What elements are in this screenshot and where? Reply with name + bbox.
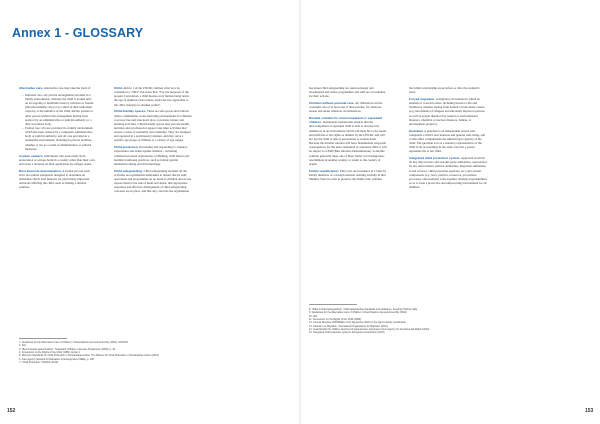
term-asylum-seekers: Asylum seekers.	[19, 153, 44, 158]
entry-best-interests	[19, 169, 95, 190]
term-child-protection: Child protection.	[114, 145, 139, 150]
definition-child-safeguarding: Child safeguarding includes all the activities an organisation undertakes to ensure that its staff, operations and programmes do no harm to children and do not expose them to the risk of harm and abuse; that appropriate responses and effective management of child safeguarding concerns are in place; and that any concerns the organisation	[114, 168, 192, 194]
entry-child-friendly-spaces	[114, 109, 192, 142]
definition-child-friendly-spaces: These are safe spaces and schools where communities create nurturing environments for children to access free and structured play, recreation, leisure and learning activities. Child-friendly spaces may provide health, nutrition and psychosocial support and other activities that restore a sense of normality and continuity. They are designed and operated in a participatory manner, and may serve a specific age group of children or a variety of age ranges.	[114, 109, 192, 143]
term-forced-migration: Forced migration.	[409, 96, 436, 101]
entry-alternative-care	[19, 86, 95, 90]
entry-continuation: has about child safeguarding are taken seriously and investigated and where programmes and staff are accountable for their actions.	[309, 86, 386, 99]
footnote: 4. Convention on the Rights of the Child (1989), Article 1	[19, 351, 80, 355]
definition-forced-migration: A migratory movement in which an element of coercion exists, including threats to life and livelihood, whether arising from natural or man-made causes (e.g. movements of refugees and internally displaced persons as well as people displaced by natural or environmental disasters, chemical or nuclear disasters, famine, or development projects).	[409, 96, 485, 126]
right-column-2	[409, 86, 487, 336]
entry-child-safeguarding	[114, 169, 192, 194]
footnote: 1. Guidelines for the Alternative Care of Children, United Nations General Assembly (2010): A/64/434	[19, 341, 128, 344]
page-number-left: 152	[7, 408, 16, 414]
right-page	[301, 0, 600, 424]
footnote: 8. "What is child safeguarding", Child safeguarding standards and guidelines, Keeping Children Safe	[309, 308, 418, 311]
definition-asylum-seekers: Individuals who seek safety from persecution or serious harm in a country other than their own and await a decision on their application for refugee status.	[19, 153, 95, 166]
footnote: 14. Guardianship for children deprived of parental care, European Union Agency for Fundamental Rights (2014)	[309, 328, 430, 332]
entry-guardian	[409, 129, 487, 154]
footnote: 13. Glossary on Migration, International Organization for Migration (2011)	[309, 324, 388, 328]
definition-guardian: A guardian is an independent person who safeguards a child's best interests and general well-being, and to this effect complements the limited legal capacity of the child. The guardian acts as a statutory representative of the child in all proceedings in the same way that a parent represents his or her child.	[409, 128, 486, 154]
entry-family-reunification	[309, 169, 387, 181]
right-column-1	[309, 86, 387, 266]
list-item: – Informal care: any private arrangement provided in a family environment, whereby the child is looked after on an ongoing or indefinite basis by relatives or friends (informal kinship care) or by others in their individual capacity, at the initiative of the child, his/her parents or other person without this arrangement having been ordered by an administrative or judicial authority or a duly accredited body.	[22, 93, 95, 126]
entry-child	[114, 86, 192, 107]
entry-asylum-seekers	[19, 154, 95, 166]
right-footnotes	[309, 308, 497, 335]
term-alternative-care: Alternative care.	[19, 86, 44, 90]
entry-durable-solution	[309, 116, 387, 166]
definition-best-interests: A formal process with strict procedural safeguards designed to determine an individual child's best interests for particularly important decisions affecting the child, such as finding a durable solution.	[19, 168, 90, 190]
page-number-right: 153	[585, 408, 594, 414]
alternative-care-list	[19, 93, 95, 151]
left-column-2	[114, 86, 192, 336]
list-item: – Formal care: all care provided in a family environment which has been ordered by a competent administrative body or judicial authority, and all care provided in a residential environment, including in private facilities, whether or not as a result of administrative or judicial measures.	[22, 126, 95, 151]
definition-family-reunification: Entry into and residence in a State by family members of a foreign national residing lawfully in that Member State in order to preserve the family unit, whether	[309, 168, 387, 181]
left-page	[0, 0, 299, 424]
term-child-friendly-spaces: Child-friendly spaces.	[114, 109, 147, 114]
term-durable-solution: Durable solution for unaccompanied or separated children.	[309, 116, 383, 125]
term-child-safeguarding: Child safeguarding.	[114, 168, 143, 173]
footnote: 2. Ibid.	[19, 344, 27, 348]
footnote: 9. Guidelines for the Alternative Care of Children, United Nations General Assembly (2010)	[309, 311, 407, 315]
page-title: Annex 1 - GLOSSARY	[12, 26, 144, 40]
footnote: 3. "Best interests determination", Separated Children in Europe Programme (2009), p. 19	[19, 347, 116, 351]
definition-child: Article 1 of the UNCRC defines what is to be considered a "child" and states that: "For the purposes of the present Convention, a child means every human being below the age of eighteen years unless, under the law applicable to the child, majority is attained earlier".	[114, 86, 190, 107]
term-guardian: Guardian.	[409, 128, 424, 133]
term-best-interests: Best interests determination.	[19, 168, 62, 173]
footnote-rule	[19, 338, 67, 339]
left-column-1	[19, 86, 95, 276]
definition-integrated-child-protection: Approach in which all key duty-bearers and systems (state authorities, represented by law enforcement, judicial authorities, migration authorities, social services, child protection agencies, etc.) and system components (e.g. laws, policies, resources, procedures, processes, enforcement) work together, sharing responsibilities so as to form a protective and empowering environment for all children.	[409, 156, 487, 190]
definition-alternative-care: Alternative care may take the form of:	[43, 86, 92, 90]
definition-durable-solution: Sustainable solution that ensures that the unaccompanied or separated child is able to develop into adulthood, in an environment which will meet his or her needs and fulfil his or her rights as defined by the UNCRC and will not put the child at risk of persecution or serious harm. Because the durable solution will have fundamental long-term consequences for the unaccompanied or separated child, it will be subject to a BID (Best Interests Determination). A durable solution generally takes one of three forms: local integration, resettlement in another country or return to the country of origin.	[309, 120, 387, 166]
term-integrated-child-protection: Integrated child protection system.	[409, 156, 461, 161]
left-footnotes	[19, 341, 209, 364]
entry-child-protection	[114, 145, 192, 166]
entry-forced-migration	[409, 97, 487, 126]
entry-continuation: the family relationship arose before or after the resident's entry.	[409, 86, 480, 95]
footnote: 10. Ibid.	[309, 314, 318, 318]
entry-integrated-child-protection	[409, 156, 487, 189]
footnote: 7. "Child Protection" UNICEF (2016)	[19, 361, 59, 365]
footnote: 5. Minimum Standards for Child Protection in Humanitarian Action, The Alliance for Child Protection in Humanitarian Action (2019)	[19, 354, 159, 358]
footnote: 12. Council Directive 2003/86/EC of 22 September 2003 on the right to family reunification	[309, 321, 407, 325]
footnote: 15. Integrated child protection systems, European Commission (2015)	[309, 331, 385, 335]
footnote-rule	[309, 304, 357, 305]
definition-child-protection: Preventing and responding to violence, exploitation and abuse against children – including commercial sexual exploitation, trafficking, child labour and harmful traditional practices, such as female genital mutilation/cutting and child marriage.	[114, 145, 190, 166]
footnote: 11. Convention on the Rights of the Child (1989)	[309, 318, 361, 322]
term-family-reunification: Family reunification.	[309, 168, 340, 173]
footnote: 6. Inter-Agency Network for Education in Emergencies (INEE), p. 128	[19, 357, 94, 361]
definition-children-without-care: All children not in the overnight care of at least one of their parents, for whatever reason and under whatever circumstances.	[309, 101, 383, 114]
entry-children-without-care	[309, 101, 387, 113]
term-children-without-care: Children without parental care.	[309, 101, 355, 106]
term-child: Child.	[114, 86, 123, 90]
